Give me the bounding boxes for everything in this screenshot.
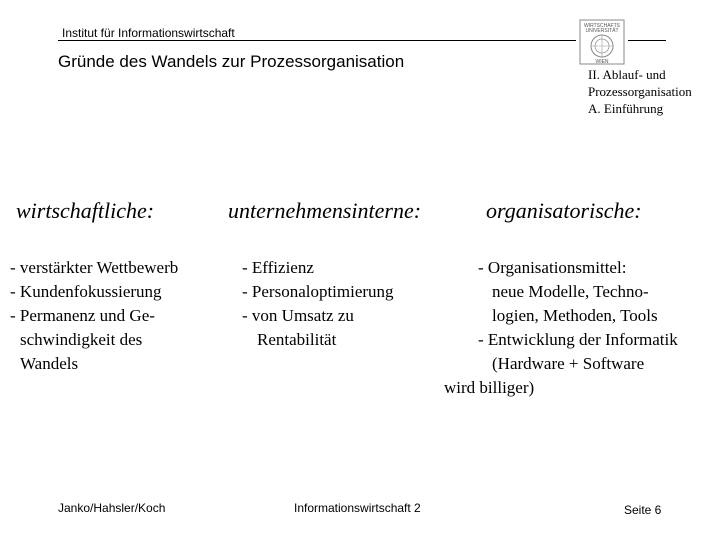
list-item: Rentabilität [257, 330, 337, 349]
list-item: neue Modelle, Techno- [492, 282, 649, 301]
university-seal-icon [578, 18, 626, 66]
header-rule-right [628, 40, 666, 41]
institute-name: Institut für Informationswirtschaft [62, 26, 235, 40]
seal-text-bottom: WIEN [595, 59, 609, 65]
list-economic [10, 256, 178, 376]
column-heading-economic: wirtschaftliche: [16, 198, 155, 223]
list-item: - Entwicklung der Informatik [478, 330, 678, 349]
list-item: - Kundenfokussierung [10, 282, 162, 301]
list-item: logien, Methoden, Tools [492, 306, 658, 325]
header-rule [58, 40, 576, 41]
section-label [588, 66, 692, 117]
list-item: - verstärkter Wettbewerb [10, 258, 179, 277]
list-item: - Permanenz und Ge- [10, 306, 155, 325]
footer-authors: Janko/Hahsler/Koch [58, 501, 166, 515]
list-item: schwindigkeit des [20, 330, 143, 349]
list-item: - Effizienz [242, 258, 314, 277]
list-item: (Hardware + Software [492, 354, 645, 373]
column-heading-organizational: organisatorische: [486, 198, 642, 223]
list-item: - von Umsatz zu [242, 306, 354, 325]
list-internal [242, 256, 394, 352]
list-organizational [444, 256, 678, 400]
list-item: - Organisationsmittel: [478, 258, 627, 277]
list-item: Wandels [20, 354, 79, 373]
seal-text-top: WIRTSCHAFTS [583, 23, 621, 29]
footer-course: Informationswirtschaft 2 [294, 501, 421, 515]
column-heading-internal: unternehmensinterne: [228, 198, 422, 223]
section-line: Prozessorganisation [588, 84, 692, 99]
section-line: II. Ablauf- und [588, 67, 666, 82]
slide-title: Gründe des Wandels zur Prozessorganisation [58, 52, 405, 71]
list-item: wird billiger) [444, 378, 535, 397]
footer-page-number: Seite 6 [624, 503, 662, 517]
seal-text-mid: UNIVERSITÄT [585, 28, 619, 34]
section-line: A. Einführung [588, 101, 664, 116]
list-item: - Personaloptimierung [242, 282, 394, 301]
